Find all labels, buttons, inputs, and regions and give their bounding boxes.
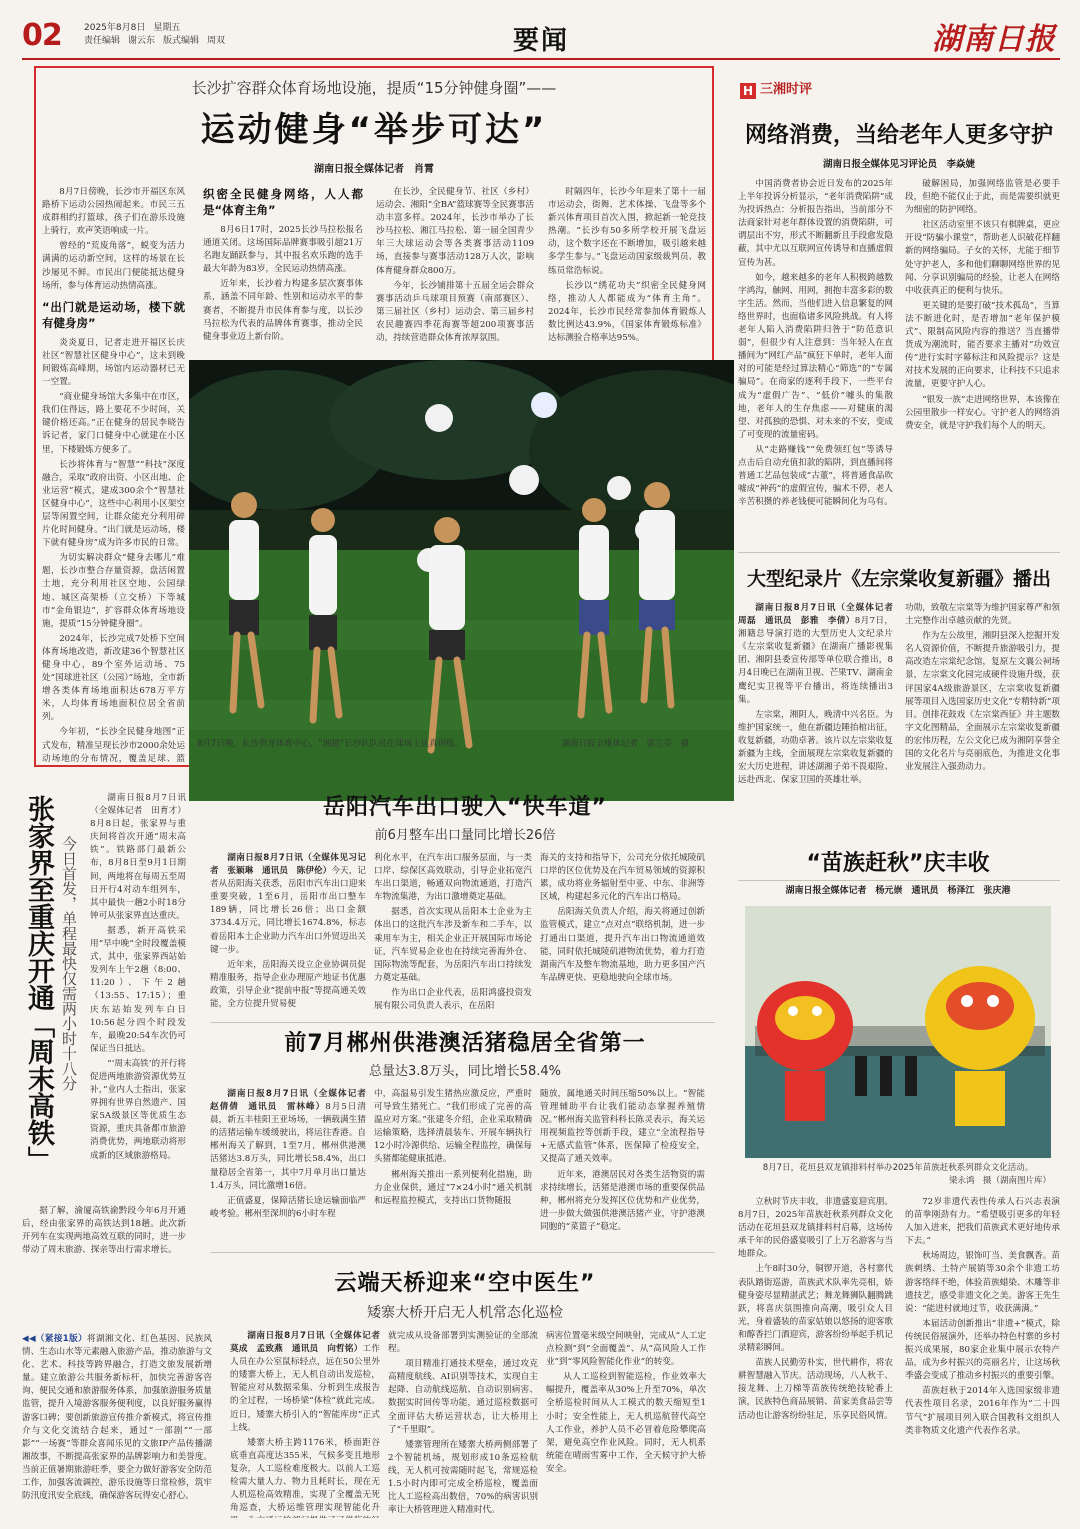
yunduan-column-3	[546, 1330, 706, 1518]
lead-column-2	[203, 186, 363, 356]
lead-kicker: 长沙扩容群众体育场地设施，提质“15分钟健身圈”——	[191, 79, 557, 97]
paragraph: “‘周末高铁’的开行将促进两地旅游资源优势互补，”业内人士指出，张家界拥有世界自然遗产、国家5A级景区等优质生态资源，重庆具备都市旅游消费优势，两地联动将形成新的区域旅游格局。	[90, 1058, 186, 1161]
miaozu-column-1	[738, 1196, 893, 1521]
chenzhou-dateline: 湖南日报8月7日讯（全媒体记者 赵倩倩 通讯员 雷林峰）	[210, 1089, 366, 1113]
yueyang-column-3	[540, 852, 705, 1022]
chenzhou-column-3	[540, 1088, 705, 1248]
paragraph: 8月7日，湘籍总导演打造的大型历史人文纪录片《左宗棠收复新疆》在湖南广播影视集团、湘阴县委宣传部等单位联合推出，8月4日晚已在湖南卫视、芒果TV、湖南金鹰纪实卫视等平台播出，将连续播出3集。	[738, 616, 893, 705]
paragraph: 社区活动室里不该只有棋牌桌，更应开设“防骗小课堂”，帮助老人识破花样翻新的网络骗局。子女的关怀，尤能于细节处守护老人，多和他们聊聊网络世界的见闻、分享识别骗局的经验，让老人在网络中收获真正的便利与快乐。	[905, 220, 1060, 296]
paragraph: 据悉，新开高铁采用“早中晚”全时段覆盖模式，其中，张家界西站始发列车上午2趟（8:00、11:20）、下午2趟（13:55、17:15）；重庆东站始发列车白日10:56起分四个时段发车，最晚20:54车次仍可保证当日抵达。	[90, 925, 186, 1054]
yueyang-dateline: 湖南日报8月7日讯（全媒体见习记者 张颖琳 通讯员 陈伊伦）	[210, 853, 366, 877]
documentary-headline: 大型纪录片《左宗棠收复新疆》播出	[746, 568, 1051, 590]
lead-photo-caption	[197, 737, 697, 749]
lead-subhead-1: “出门就是运动场，楼下就有健身房”	[42, 299, 185, 330]
paragraph: 近年来，长沙着力构建多层次赛事体系，涵盖不同年龄、性别和运动水平的参赛者，不断提升市民体育参与度，以长沙马拉松为代表的品牌体育赛事，推动全民健身事业迈上新台阶。	[203, 279, 363, 342]
photo-illustration	[745, 906, 1051, 1158]
zhangjiajie-column-2	[22, 1205, 186, 1315]
designer-label: 版式编辑	[163, 36, 200, 46]
paragraph: 本届活动创新推出“非遗+”模式，除传统民俗展演外，还举办特色村寨的乡村振兴成果展，80家企业集中展示农特产品，成为乡村振兴的亮丽名片，让这场秋季盛会变成了推动乡村振兴的重要引擎。	[905, 1318, 1060, 1382]
commentary-headline: 网络消费，当给老年人更多守护	[744, 123, 1053, 148]
masthead	[22, 14, 1060, 60]
yunduan-column-2	[388, 1330, 538, 1518]
miaozu-headline: “苗族赶秋”庆丰收	[806, 851, 990, 876]
paragraph: 据悉，首次实现从岳阳本土企业为主体出口的这批汽车涉及新车和二手车，以乘用车为主，相关企业正开展国际市场论证，汽车贸易企业也在持续完善海外仓、国际物流等配套，为岳阳汽车出口持续发力奠定基础。	[374, 907, 532, 983]
paragraph: 近年来，港澳居民对各类生活物资的需求持续增长，活猪是港澳市场的重要保供品种，郴州将充分发挥区位优势和产业优势，进一步做大做强供港澳活猪产业，守护港澳同胞的“菜篮子”稳定。	[540, 1169, 705, 1232]
section-title: 要闻	[512, 26, 569, 56]
paragraph: 中，高温易引发生猪热应激反应，严重时可导致生猪死亡。“我们形成了完善的高温应对方案。”张建冬介绍，企业采取精确运输策略，选择清晨装车、开展车辆执行12小时冷源供给、运输全程监控，确保每头猪都能健康抵港。	[374, 1089, 532, 1165]
commentary-tag-label: 三湘时评	[760, 82, 813, 97]
paragraph: 中国消费者协会近日发布的2025年上半年投诉分析显示，“老年消费陷阱”成为投诉热点：分析报告指出，当前部分不法商家针对老年群体设置的消费陷阱，可谓层出不穷，形式不断翻新且手段愈发隐蔽，其中尤以互联网宣传诱导和直播虚假宣传为甚。	[738, 179, 893, 268]
commentary-column-2	[905, 178, 1060, 536]
paragraph: 今天，记者从岳阳海关获悉，岳阳市汽车出口迎来重要突破，1至6月，岳阳市出口整车189辆，同比增长26倍；出口金额3734.4万元，同比增长1674.8%，标志着岳阳本土企业助力汽车出口外贸迈出关键一步。	[210, 866, 366, 955]
paragraph: 8月6日17时，2025长沙马拉松报名通道关闭。这场国际品牌赛事吸引超21万名跑友踊跃参与，其中报名欢乐跑的选手最大年龄为83岁，全民运动热情高涨。	[203, 225, 363, 275]
paragraph: 今年初，“长沙全民健身地图”正式发布，精准呈现长沙市2000余处运动场地的分布情况，覆盖足球、篮	[42, 727, 185, 764]
issue-weekday: 星期五	[153, 23, 181, 33]
divider	[738, 552, 1060, 553]
paragraph: 从“走路赚钱”“免费领红包”等诱导点击后自动充值扣款的陷阱，到直播间将普通工艺品包装成“古董”，将普通食品吹嘘成“神药”的虚假宣传，骗术不停，老人辛苦积攒的养老钱便可能瞬间化为乌有。	[738, 444, 893, 508]
chenzhou-headline: 前7月郴州供港澳活猪稳居全省第一	[284, 1031, 646, 1056]
paragraph: 炎炎夏日，记者走进开福区长庆社区“智慧社区健身中心”，这未到晚间锻炼高峰期，场馆内运动器材已无一空置。	[42, 337, 185, 388]
paragraph: 在长沙，全民健身节、社区（乡村）运动会、湘阳“全BA”篮球赛等全民赛事活动丰富多样。2024年，长沙市举办了长沙马拉松、湘江马拉松、第一届全国青少年三大球运动会等各类赛事活动1109场，直接参与赛事活动128万人次，影响体育健身群众800万。	[376, 187, 534, 276]
paragraph: 湖南日报8月7日讯（全媒体记者 田育才）8月8日起，张家界与重庆间将首次开通“周末高铁”。铁路部门最新公布，8月8日至9月1日期间，两地将在每周五至周日开行4对动车组列车，其中最快一趟2小时18分钟可从张家界直达重庆。	[90, 793, 186, 921]
paragraph: 矮寨大桥主跨1176米，桥面距谷底垂直高度达355米，气候多变且地形复杂，人工巡检难度极大。以前人工巡检需大量人力、物力且耗时长，现在无人机巡检高效精准，实现了全覆盖无死角巡查，大桥运维管理实现智能化升	[230, 1437, 380, 1514]
lead-photo-football-training	[189, 360, 734, 801]
lead-headline: 运动健身“举步可达”	[200, 110, 548, 150]
commentary-byline: 湖南日报全媒体见习评论员 李焱婕	[822, 159, 975, 170]
paragraph: 岳阳海关负责人介绍，海关将通过创新监管模式，建立“点对点”联络机制，进一步打通出口渠道，提升汽车出口物流通道效能，同时依托城陵矶港物流优势，着力打造湖南汽车及整车物流基地，助力更多国产汽车品牌更快、更稳地驶向全球市场。	[540, 907, 705, 983]
divider	[210, 1252, 715, 1253]
lion-dance-caption	[745, 1162, 1051, 1188]
documentary-column-2	[905, 602, 1060, 877]
paragraph: 72岁非遗代表性传承人石兴志表演的苗拳刚劲有力。“希望吸引更多的年轻人加入进来，把我们苗族武术更好地传承下去。”	[905, 1197, 1060, 1247]
photo-credit: 梁永鸿 摄（湖南图片库）	[948, 1176, 1051, 1186]
yueyang-headline: 岳阳汽车出口驶入“快车道”	[323, 795, 607, 820]
caption-text: 8月7日，花垣县双龙镇排料村举办2025年苗族赶秋系列群众文化活动。	[762, 1163, 1034, 1173]
paragraph: “商业健身场馆大多集中在市区，我们住得远，路上要花不少时间，关键价格还高。”正在健身的居民李晓告诉记者，家门口健身中心就建在小区里，下楼锻炼方便多了。	[42, 392, 185, 455]
paragraph: 苗族人民勤劳朴实，世代耕作，将农耕智慧融入节庆。活动现场，八人秋千、接龙舞、上刀梯等苗族传统绝技轮番上演，民族特色商品展销、苗家美食品尝等活动也让游客纷纷驻足，乐享民俗风情。	[738, 1358, 893, 1421]
lion-dance-photo	[745, 906, 1051, 1158]
continued-story	[22, 1333, 222, 1515]
paragraph: 随放，属地通关时间压缩50%以上。“智能管理辅助平台让我们能动态掌握养殖情况。”郴州海关监管科科长陈灵表示，海关运用视频监控等创新手段，建立“全流程指导+无感式监管”体系，医保障了检疫安全，又提高了通关效率。	[540, 1089, 705, 1165]
paragraph: 上午8时30分，铜锣开道，各村寨代表队踏街巡游，苗族武术队率先亮相，娇健身姿尽显精湛武艺；舞龙舞狮队翻腾跳跃，将喜庆氛围推向高潮，吸引众人目光，身着盛装的苗家姑娘以悠扬的迎客歌和醇香拦门酒迎宾，游客纷纷举起手机记录精彩瞬间。	[738, 1264, 893, 1354]
yunduan-headline: 云端天桥迎来“空中医生”	[334, 1271, 596, 1296]
paragraph: 就完成从设备部署到实测验证的全部流程。	[388, 1331, 538, 1355]
paragraph: 将湖湘文化、红色基因、民族风情、生态山水等元素融入旅游产品，推动旅游与文化、艺术、科技等跨界融合，打造文旅发展新增量。建立旅游公共服务新标杆，加快完善游客咨询、便民交通和旅游服务体系，加强旅游服务质量监管，提升入境游客服务便利度，以良好服务赢得游客口碑；要创新旅游宣传推介新模式，将宣传推介与文化交流结合起来，通过“一部剧”“一部影”“一场赛”等群众喜闻乐见的文旅IP产品传播湖湘故事，不断提高张家界的品牌影响力和美誉度。当前正值暑期旅游旺季，要全力做好游客安全防范工作，加强客流调控，游乐设施等日常检修，筑牢防汛度汛安全底线，确保游客玩得安心舒心。	[22, 1334, 212, 1502]
yueyang-column-1	[210, 852, 366, 1022]
paragraph: 曾经的“荒废角落”，蜕变为活力满满的运动新空间，这样的场景在长沙屡见不鲜。市民出门便能抵达健身场所，参与体育运动热情高涨。	[42, 241, 185, 291]
lead-column-4	[548, 186, 706, 356]
lead-subhead-2: 织密全民健身网络，人人都是“体育主角”	[203, 187, 363, 217]
paragraph: 项目精准打通技术壁垒，通过攻克高精度航线、AI识别等技术，实现自主起降、自动航线巡航、自动识别病害、数据实时回传等功能，通过巡检数据可全面评估大桥运营状态，让大桥用上了“千里眼”。	[388, 1359, 538, 1435]
documentary-column-1	[738, 602, 893, 877]
documentary-dateline: 湖南日报8月7日讯（全媒体记者 周磊 通讯员 彭雅 李倩）	[738, 603, 893, 627]
paragraph: 秋场周边，银饰叮当、美食飘香。苗族刺绣、土特产展销等30余个非遗工坊游客络绎不绝，体验苗族蜡染、木雕等非遗技艺，感受非遗文化之美。游客王先生说：“能进村就地过节，收获满满。”	[905, 1251, 1060, 1314]
editor-name: 谢云东	[128, 36, 156, 46]
paragraph: 今年，长沙铺排第十五届全运会群众赛事活动乒乓球项目预赛（南部赛区）、第三届社区（乡村）运动会、第三届乡村农民趣赛四季花海赛等超200项赛事活动，持续营造群众体育浓厚氛围。	[376, 280, 534, 344]
h-mark-icon: H	[740, 83, 756, 99]
continued-marker: ◀◀（紧接1版）	[22, 1334, 88, 1344]
paragraph: 正值盛夏，保障活猪长途运输面临严峻考验。郴州至深圳的6小时车程	[210, 1195, 366, 1219]
paragraph: 功勋，致敬左宗棠等为维护国家尊严和领土完整作出卓越贡献的先贤。	[905, 603, 1060, 627]
yunduan-dateline: 湖南日报8月7日讯（全媒体记者 莫成 孟致燕 通讯员 向哲铭）	[230, 1331, 380, 1355]
page-number: 02	[22, 18, 62, 53]
paragraph: 海关的支持和指导下，公司充分依托城陵矶口岸的区位优势及在汽车贸易领域的资源积累，成功将业务辐射至中亚、中东、非洲等区域，构建起多元化的汽车出口格局。	[540, 853, 705, 903]
editor-label: 责任编辑	[84, 36, 121, 46]
yueyang-subhead: 前6月整车出口量同比增长26倍	[374, 828, 556, 843]
yunduan-column-1	[230, 1330, 380, 1518]
chenzhou-subhead: 总量达3.8万头，同比增长58.4%	[369, 1064, 561, 1079]
paragraph: 破解困局，加强网络监管是必要手段，但绝不能仅止于此，而是需要织就更为细密的防护网络。	[905, 179, 1060, 216]
paragraph: 更关键的是要打破“技术孤岛”，当算法不断进化时，是否增加“老年保护模式”、限制高风险内容的推送？当直播带货成为潮流时，能否要求主播对“功效宣传”进行实时字幕标注和风险提示？这是对技术发展的正向要求，让科技不只追求流量，更要守护人心。	[905, 300, 1060, 390]
commentary-tag	[740, 78, 812, 99]
paragraph: 8月7日傍晚，长沙市开福区东风路桥下运动公园热闹起来。市民三五成群相约打篮球，孩子们在游乐设施上骑行，欢声笑语响成一片。	[42, 187, 185, 237]
photo-credit: 湖南日报全媒体记者 郭立亮 摄	[561, 739, 689, 749]
paragraph: 工作人员在办公室鼠标轻点，远在50公里外的矮寨大桥上，无人机自动出发巡检，智能应对从数据采集、分析到生成报告的全过程，一场桥梁“体检”就此完成。近日，矮寨大桥引入的“智能库房”正式上线。	[230, 1344, 380, 1433]
paragraph: 苗族赶秋于2014年入选国家级非遗代表性项目名录，2016年作为“二十四节气”扩展项目列入联合国教科文组织人类非物质文化遗产代表作名录。	[905, 1386, 1060, 1436]
designer-name: 周双	[207, 36, 226, 46]
miaozu-column-2	[905, 1196, 1060, 1521]
paragraph: 作为出口企业代表，岳阳鸿盛投资发展有限公司负责人表示，在岳阳	[374, 987, 532, 1012]
paragraph: 立秋时节庆丰收，非遗盛宴迎宾朋。8月7日，2025年苗族赶秋系列群众文化活动在花垣县双龙镇排料村启幕，这场传承千年的民俗盛宴吸引了上万名游客与当地群众。	[738, 1197, 893, 1260]
paragraph: 左宗棠，湘阴人，晚清中兴名臣。为维护国家统一，他在新疆边陲抬棺出征，收复新疆，功勋卓著。该片以左宗棠收复新疆为主线，全面展现左宗棠收复新疆的宏大历史进程，讲述湖湘子弟不畏艰险、远赴西北、保家卫国的英雄壮举。	[738, 709, 893, 786]
caption-text: 8月7日晚，长沙贺龙体育中心，“湘超”长沙队队员在球场上认真训练。	[197, 739, 464, 749]
yunduan-subhead: 矮寨大桥开启无人机常态化巡检	[367, 1305, 563, 1321]
miaozu-byline: 湖南日报全媒体记者 杨元崇 通讯员 杨泽江 张庆港	[785, 886, 1011, 896]
zhangjiajie-subhead: 今日首发，单程最快仅需两小时十八分	[60, 836, 78, 1091]
divider	[210, 1022, 715, 1023]
paragraph: 长沙将体育与“智慧”“科技”深度融合，采取“政府出资、小区出地、企业运营”模式，建成300余个“智慧社区健身中心”，这些中心利用小区架空层等闲置空间，让群众能充分利用碎片化时间健身。“出门就是运动场，楼下就有健身房”成为许多市民的日常。	[42, 459, 185, 549]
paragraph: 矮寨管理所在矮寨大桥两侧部署了2个智能机场，规划形成10条巡检航线，无人机可按需随时起飞，常规巡检1.5小时内即可完成全桥巡检，覆盖面比人工巡检高出数倍，70%的病害识别率让大桥管理进入精准时代。	[388, 1439, 538, 1516]
paragraph: 如今，越来越多的老年人积极跨越数字鸿沟，触网、用网，拥抱丰富多彩的数字生活。然而，当他们进入信息繁复的网络世界时，也面临诸多风险挑战。有人将老年人陷入消费陷阱归咎于“防范意识弱”，但很少有人注意到：当年轻人在直播间为“网红产品”疯狂下单时，老年人面对的可能是经过算法精心“筛选”的“专属骗局”。在商家的逐利手段下，一些平台成为“虚假广告”、“低价”噱头的集散地，老年人的生存焦虑——对健康的渴望、对孤独的恐惧、对未来的不安，变成了可变现的流量密码。	[738, 272, 893, 440]
lead-column-1	[42, 186, 185, 764]
yueyang-column-2	[374, 852, 532, 1022]
paragraph: 作为左公故里，湘阴县深入挖掘开发名人资源价值，不断提升旅游吸引力，提高改造左宗棠纪念馆，复原左文襄公祠场景，左宗棠文化园完成硬件设施升级，获评国家4A级旅游景区，左宗棠收复新疆展等项目入选国家历史文化“专精特新”项目。创排花鼓戏《左宗棠西征》并主题数字文化图精品，全面展示左宗棠收复新疆的宏伟历程，左公文化已成为湘阴享誉全国的文化名片与亮丽底色，为推进文化事业发展注入强劲动力。	[905, 631, 1060, 773]
lead-column-3	[376, 186, 534, 356]
divider	[738, 880, 1060, 881]
paragraph: 据了解，渝厦高铁渝黔段今年6月开通后，经由张家界的高铁达到18趟。此次新开列车在实现两地高效互联的同时，进一步带动了周末旅游、探亲等出行需求增长。	[22, 1206, 186, 1256]
commentary-column-1	[738, 178, 893, 536]
lead-byline: 湖南日报全媒体记者 肖霄	[314, 164, 434, 175]
zhangjiajie-headline: 张家界至重庆开通「周末高铁」	[23, 795, 54, 1173]
issue-date: 2025年8月8日	[84, 23, 146, 33]
photo-illustration	[189, 360, 734, 801]
paragraph: 病害位置毫米级空间映射，完成从“人工定点检测”到“全面覆盖”、从“高风险人工作业”到“零风险智能化作业”的转变。	[546, 1331, 706, 1368]
paragraph: 近年来，岳阳海关设立企业协调员促精准服务，指导企业办理原产地证书优惠政策，引导企业“提前申报”等提高通关效能，全方位提升贸易便	[210, 959, 366, 1010]
paragraph: 为切实解决群众“健身去哪儿”难题，长沙市整合存量资源，盘活闲置土地，充分利用社区空地、公园绿地、城区高架桥（立交桥）下等城市“金角银边”，扩容群众体育场地设施，提质“15分钟健身圈”。	[42, 553, 185, 629]
chenzhou-column-1	[210, 1088, 366, 1248]
newspaper-logo: 湖南日报	[932, 22, 1056, 57]
paragraph: 2024年，长沙完成7处桥下空间体育场地改造，新改建36个智慧社区健身中心，89个室外运动场、75处“国球进社区（公园）”场地，全市新增各类体育场地面积达678万平方米，人均体育场地面积位居全省前列。	[42, 633, 185, 723]
continued-column	[22, 1333, 212, 1515]
paragraph: 长沙以“绣花功夫”织密全民健身网络，推动人人都能成为“体育主角”。2024年，长沙市民经常参加体育锻炼人数比例达43.9%，《国家体育锻炼标准》达标测验合格率达95%。	[548, 280, 706, 344]
chenzhou-column-2	[374, 1088, 532, 1248]
paragraph: “银发一族”走进网络世界，本该像在公园里散步一样安心。守护老人的网络消费安全，就是守护我们每个人的明天。	[905, 394, 1060, 431]
paragraph: 时隔四年，长沙今年迎来了第十一届市运动会，街舞、艺术体操、飞盘等多个新兴体育项目首次入围，掀起新一轮竞技热潮。“长沙有50多所学校开展飞盘运动，这个数字还在不断增加，吸引越来越多学生参与。”飞盘运动国家级裁判员、教练员常浩标说。	[548, 187, 706, 276]
paragraph: 从人工巡检到智能巡检，作业效率大幅提升，覆盖率从30%上升至70%，单次全桥巡检时间从人工模式的数天缩短至1小时；安全性能上，无人机巡航替代高空人工作业，养护人员不必冒着危险攀爬高架，避免高空作业风险。同时，无人机系统能在晴雨雪雾中工作，全天候守护大桥安全。	[546, 1372, 706, 1474]
paragraph: 8月5日清晨，新五丰桂阳王亚场场，一辆载满生猪的活猪运输车缓缓驶出，将运往香港。自郴州海关了解到，1至7月，郴州供港澳活猪达3.8万头，同比增长58.4%，出口量稳居全省第一，其中7月单月出口量达1.4万头，同比激增16倍。	[210, 1102, 366, 1191]
paragraph: 利化水平，在汽车出口服务层面，与一类口岸、综保区高效联动，引导企业拓宽汽车出口渠道，畅通双向物流通道，打造汽车物流集港，为出口激增奠定基础。	[374, 853, 532, 903]
paragraph: 郴州海关推出一系列便利化措施，助力企业保供，通过“7×24小时”通关机制和远程监控模式，支持出口货物随报	[374, 1169, 532, 1206]
